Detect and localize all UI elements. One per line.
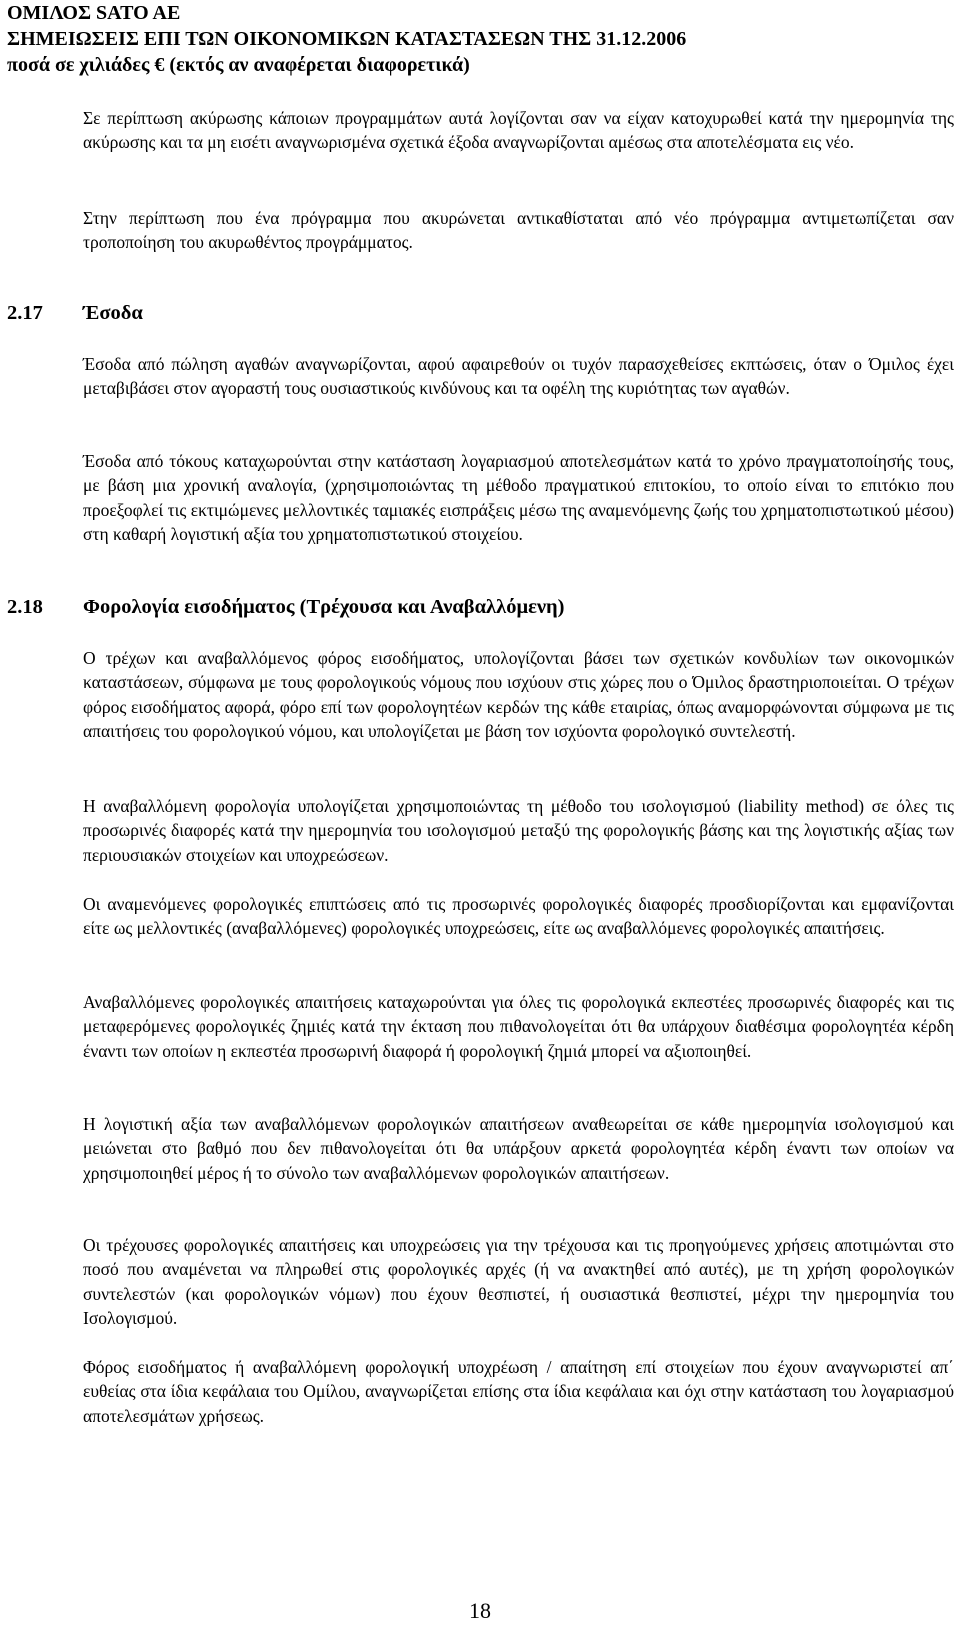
- units-note: ποσά σε χιλιάδες € (εκτός αν αναφέρεται διαφορετικά): [7, 54, 470, 76]
- section-title: Έσοδα: [83, 302, 143, 324]
- intro-paragraph-1: Σε περίπτωση ακύρωσης κάποιων προγραμμάτων αυτά λογίζονται σαν να είχαν κατοχυρωθεί κατά την ημερομηνία της ακύρωσης και τα μη εισέτι αναγνωρισμένα σχετικά έξοδα αναγνωρίζονται αμέσως στα αποτελέσματα εις νέο.: [83, 108, 954, 153]
- section-heading-2-17: [7, 300, 143, 326]
- section-heading-2-18: [7, 594, 564, 620]
- section-number: 2.17: [7, 302, 43, 324]
- tax-paragraph-1: Ο τρέχων και αναβαλλόμενος φόρος εισοδήματος, υπολογίζονται βάσει των σχετικών κονδυλίων των οικονομικών καταστάσεων, σύμφωνα με τους φορολογικούς νόμους που ισχύουν στις χώρες που ο Όμιλος δραστηριοποιείται. Ο τρέχων φόρος εισοδήματος αφορά, φόρο επί των φορολογητέων κερδών της κάθε εταιρίας, όπως αναμορφώνονται σύμφωνα με τις απαιτήσεις του φορολογικού νόμου, και υπολογίζεται με βάση τον ισχύοντα φορολογικό συντελεστή.: [83, 648, 954, 741]
- tax-paragraph-6: Οι τρέχουσες φορολογικές απαιτήσεις και υποχρεώσεις για την τρέχουσα και τις προηγούμενες χρήσεις αποτιμώνται στο ποσό που αναμένεται να πληρωθεί στις φορολογικές αρχές (ή να ανακτηθεί από αυτές), με τη χρήση φορολογικών συντελεστών (και φορολογικών νόμων) που έχουν θεσπιστεί, ή ουσιαστικά θεσπιστεί, μέχρι την ημερομηνία του Ισολογισμού.: [83, 1235, 954, 1328]
- tax-paragraph-7: Φόρος εισοδήματος ή αναβαλλόμενη φορολογική υποχρέωση / απαίτηση επί στοιχείων που έχουν αναγνωριστεί απ΄ ευθείας στα ίδια κεφάλαια του Ομίλου, αναγνωρίζεται επίσης στα ίδια κεφάλαια και όχι στην κατάσταση του λογαριασμού αποτελεσμάτων χρήσεως.: [83, 1357, 954, 1426]
- intro-paragraph-2: Στην περίπτωση που ένα πρόγραμμα που ακυρώνεται αντικαθίσταται από νέο πρόγραμμα αντιμετωπίζεται σαν τροποποίηση του ακυρωθέντος προγράμματος.: [83, 208, 954, 253]
- revenue-paragraph-1: Έσοδα από πώληση αγαθών αναγνωρίζονται, αφού αφαιρεθούν οι τυχόν παρασχεθείσες εκπτώσεις, όταν ο Όμιλος έχει μεταβιβάσει στον αγοραστή τους ουσιαστικούς κινδύνους και τα οφέλη της κυριότητας των αγαθών.: [83, 354, 954, 399]
- tax-paragraph-3: Οι αναμενόμενες φορολογικές επιπτώσεις από τις προσωρινές φορολογικές διαφορές προσδιορίζονται και εμφανίζονται είτε ως μελλοντικές (αναβαλλόμενες) φορολογικές υποχρεώσεις, είτε ως αναβαλλόμενες φορολογικές απαιτήσεις.: [83, 894, 954, 939]
- document-header: [7, 0, 947, 78]
- tax-paragraph-2: Η αναβαλλόμενη φορολογία υπολογίζεται χρησιμοποιώντας τη μέθοδο του ισολογισμού (liability method) σε όλες τις προσωρινές διαφορές κατά την ημερομηνία του ισολογισμού μεταξύ της φορολογικής βάσης και της λογιστικής αξίας των περιουσιακών στοιχείων και υποχρεώσεων.: [83, 796, 954, 865]
- document-title: ΣΗΜΕΙΩΣΕΙΣ ΕΠΙ ΤΩΝ ΟΙΚΟΝΟΜΙΚΩΝ ΚΑΤΑΣΤΑΣΕΩΝ ΤΗΣ 31.12.2006: [7, 28, 687, 50]
- page-number: 18: [469, 1598, 491, 1623]
- company-name: ΟΜΙΛΟΣ SATO AE: [7, 2, 181, 24]
- section-title: Φορολογία εισοδήματος (Τρέχουσα και Αναβαλλόμενη): [83, 596, 565, 618]
- revenue-paragraph-2: Έσοδα από τόκους καταχωρούνται στην κατάσταση λογαριασμού αποτελεσμάτων κατά το χρόνο πραγματοποίησής τους, με βάση μια χρονική αναλογία, (χρησιμοποιώντας τη μέθοδο πραγματικού επιτοκίου, το οποίο είναι το επιτόκιο που προεξοφλεί τις εκτιμώμενες μελλοντικές ταμιακές εισπράξεις μέσω της αναμενόμενης ζωής του χρηματοπιστωτικού μέσου) στη καθαρή λογιστική αξία του χρηματοπιστωτικού στοιχείου.: [83, 451, 954, 544]
- tax-paragraph-4: Αναβαλλόμενες φορολογικές απαιτήσεις καταχωρούνται για όλες τις φορολογικά εκπεστέες προσωρινές διαφορές και τις μεταφερόμενες φορολογικές ζημιές κατά την έκταση που πιθανολογείται ότι θα υπάρχουν διαθέσιμα φορολογητέα κέρδη έναντι των οποίων η εκπεστέα προσωρινή διαφορά ή φορολογική ζημιά μπορεί να αξιοποιηθεί.: [83, 992, 954, 1061]
- section-number: 2.18: [7, 596, 43, 618]
- tax-paragraph-5: Η λογιστική αξία των αναβαλλόμενων φορολογικών απαιτήσεων αναθεωρείται σε κάθε ημερομηνία ισολογισμού και μειώνεται στο βαθμό που δεν πιθανολογείται ότι θα υπάρξουν αρκετά φορολογητέα κέρδη έναντι των οποίων να χρησιμοποιηθεί μέρος ή το σύνολο των αναβαλλόμενων φορολογικών απαιτήσεων.: [83, 1114, 954, 1183]
